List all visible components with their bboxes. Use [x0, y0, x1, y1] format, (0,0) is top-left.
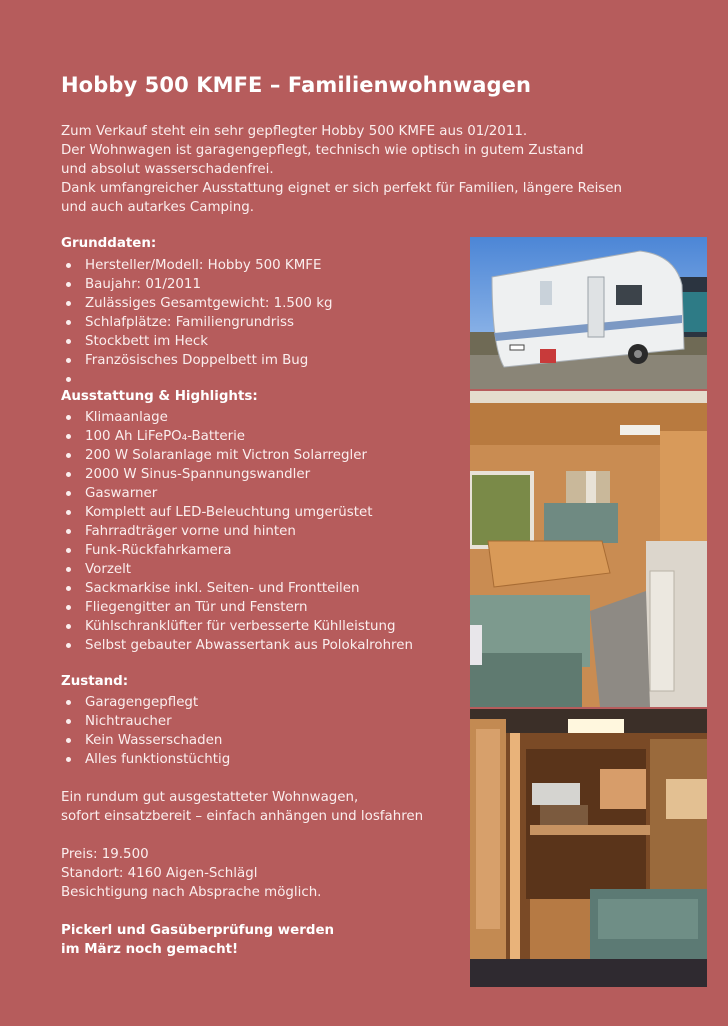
bullet-icon — [66, 377, 71, 382]
bullet-icon — [66, 567, 71, 572]
list-item — [61, 503, 413, 522]
list-item — [61, 636, 413, 655]
list-item-text: Gaswarner — [85, 486, 158, 501]
list-item — [61, 313, 332, 332]
list-item — [61, 579, 413, 598]
bullet-icon — [66, 548, 71, 553]
zustand-heading: Zustand: — [61, 674, 129, 689]
bullet-icon — [66, 358, 71, 363]
bullet-icon — [66, 757, 71, 762]
bullet-icon — [66, 339, 71, 344]
intro-line: und auch autarkes Camping. — [61, 200, 254, 215]
details-paragraph — [61, 845, 321, 902]
bullet-icon — [66, 700, 71, 705]
grunddaten-heading: Grunddaten: — [61, 236, 157, 251]
price-text: Preis: 19.500 — [61, 847, 149, 862]
list-item-text: Klimaanlage — [85, 410, 168, 425]
list-item-text: Nichtraucher — [85, 714, 172, 729]
bullet-icon — [66, 263, 71, 268]
list-item — [61, 256, 332, 275]
list-item-text: Alles funktionstüchtig — [85, 752, 231, 767]
list-item — [61, 465, 413, 484]
bullet-icon — [66, 301, 71, 306]
list-item — [61, 294, 332, 313]
bullet-icon — [66, 643, 71, 648]
list-item — [61, 446, 413, 465]
bullet-icon — [66, 605, 71, 610]
list-item-text: Funk-Rückfahrkamera — [85, 543, 232, 558]
list-item-text: Vorzelt — [85, 562, 132, 577]
list-item-text: Sackmarkise inkl. Seiten- und Frontteilen — [85, 581, 360, 596]
intro-line: und absolut wasserschadenfrei. — [61, 162, 274, 177]
list-item — [61, 522, 413, 541]
list-item-text: Komplett auf LED-Beleuchtung umgerüstet — [85, 505, 373, 520]
bullet-icon — [66, 738, 71, 743]
list-item — [61, 408, 413, 427]
list-item — [61, 275, 332, 294]
list-item — [61, 693, 230, 712]
ausstattung-heading: Ausstattung & Highlights: — [61, 389, 258, 404]
list-item-text: Französisches Doppelbett im Bug — [85, 353, 309, 368]
bullet-icon — [66, 320, 71, 325]
caravan-interior-dinette-photo — [470, 391, 707, 707]
list-item-text: Hersteller/Modell: Hobby 500 KMFE — [85, 258, 322, 273]
list-item-text: 100 Ah LiFePO₄-Batterie — [85, 429, 246, 444]
list-item-text: Fahrradträger vorne und hinten — [85, 524, 296, 539]
summary-line: Ein rundum gut ausgestatteter Wohnwagen, — [61, 790, 359, 805]
list-item — [61, 617, 413, 636]
list-item-text: 2000 W Sinus-Spannungswandler — [85, 467, 311, 482]
list-item — [61, 370, 332, 389]
intro-line: Zum Verkauf steht ein sehr gepflegter Hobby 500 KMFE aus 01/2011. — [61, 124, 528, 139]
bullet-icon — [66, 624, 71, 629]
list-item — [61, 598, 413, 617]
list-item — [61, 427, 413, 446]
note-line: Pickerl und Gasüberprüfung werden — [61, 923, 335, 938]
viewing-text: Besichtigung nach Absprache möglich. — [61, 885, 322, 900]
bullet-icon — [66, 415, 71, 420]
list-item-text: Zulässiges Gesamtgewicht: 1.500 kg — [85, 296, 333, 311]
location-text: Standort: 4160 Aigen-Schlägl — [61, 866, 258, 881]
bullet-icon — [66, 510, 71, 515]
list-item — [61, 560, 413, 579]
bullet-icon — [66, 453, 71, 458]
zustand-list — [61, 693, 230, 769]
bullet-icon — [66, 282, 71, 287]
bullet-icon — [66, 491, 71, 496]
caravan-exterior-photo — [470, 237, 707, 389]
list-item-text: Kühlschranklüfter für verbesserte Kühlleistung — [85, 619, 396, 634]
list-item — [61, 332, 332, 351]
bullet-icon — [66, 529, 71, 534]
bullet-icon — [66, 719, 71, 724]
list-item — [61, 541, 413, 560]
list-item-text: Selbst gebauter Abwassertank aus Polokalrohren — [85, 638, 413, 653]
bullet-icon — [66, 434, 71, 439]
list-item-text: Schlafplätze: Familiengrundriss — [85, 315, 294, 330]
list-item-text: 200 W Solaranlage mit Victron Solarregler — [85, 448, 367, 463]
list-item-text: Kein Wasserschaden — [85, 733, 223, 748]
bullet-icon — [66, 472, 71, 477]
intro-line: Der Wohnwagen ist garagengepflegt, technisch wie optisch in gutem Zustand — [61, 143, 584, 158]
list-item — [61, 731, 230, 750]
list-item-text: Stockbett im Heck — [85, 334, 209, 349]
list-item — [61, 351, 332, 370]
summary-paragraph — [61, 788, 423, 826]
summary-line: sofort einsatzbereit – einfach anhängen und losfahren — [61, 809, 424, 824]
list-item-text: Garagengepflegt — [85, 695, 199, 710]
caravan-interior-bunkbed-photo — [470, 709, 707, 987]
page-title: Hobby 500 KMFE – Familienwohnwagen — [61, 73, 532, 97]
ausstattung-list — [61, 408, 413, 655]
intro-paragraph — [61, 122, 671, 217]
grunddaten-list — [61, 256, 332, 389]
list-item — [61, 484, 413, 503]
note-paragraph — [61, 921, 334, 959]
intro-line: Dank umfangreicher Ausstattung eignet er sich perfekt für Familien, längere Reisen — [61, 181, 623, 196]
list-item — [61, 750, 230, 769]
list-item-text: Fliegengitter an Tür und Fenstern — [85, 600, 308, 615]
list-item-text: Baujahr: 01/2011 — [85, 277, 201, 292]
bullet-icon — [66, 586, 71, 591]
list-item — [61, 712, 230, 731]
note-line: im März noch gemacht! — [61, 942, 239, 957]
